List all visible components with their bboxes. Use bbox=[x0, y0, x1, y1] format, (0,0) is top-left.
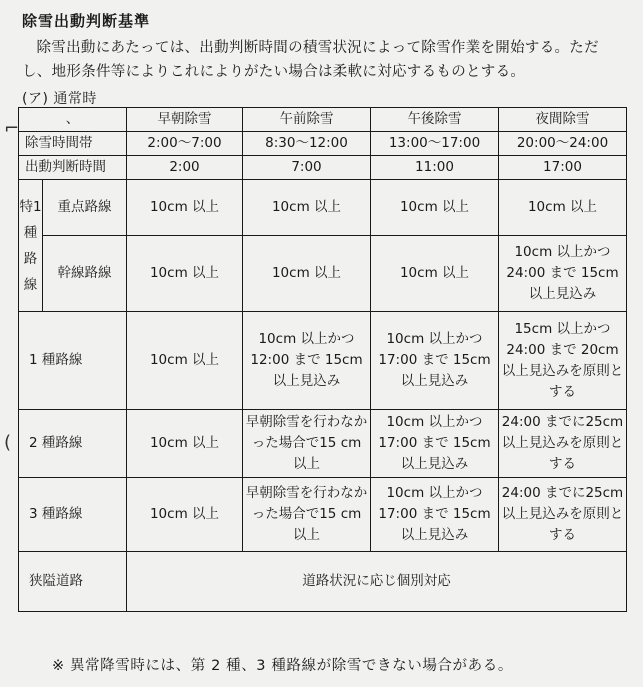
table-cell: 17:00 bbox=[499, 156, 627, 180]
table-cell: 10cm 以上 bbox=[127, 478, 243, 552]
table-cell: 8:30～12:00 bbox=[243, 132, 371, 156]
table-cell: 7:00 bbox=[243, 156, 371, 180]
row-label: 幹線路線 bbox=[43, 236, 127, 312]
priority-route-row bbox=[19, 180, 627, 236]
header-afternoon: 午後除雪 bbox=[371, 108, 499, 132]
table-cell: 24:00 までに25cm 以上見込みを原則とする bbox=[499, 410, 627, 478]
table-cell: 10cm 以上 bbox=[127, 312, 243, 410]
table-cell: 10cm 以上 bbox=[127, 180, 243, 236]
class2-route-row bbox=[19, 410, 627, 478]
table-cell: 10cm 以上かつ17:00 まで 15cm 以上見込み bbox=[371, 410, 499, 478]
table-cell: 10cm 以上 bbox=[371, 236, 499, 312]
narrow-road-row bbox=[19, 552, 627, 612]
table-cell: 13:00～17:00 bbox=[371, 132, 499, 156]
table-cell: 24:00 までに25cm 以上見込みを原則とする bbox=[499, 478, 627, 552]
footnote: ※ 異常降雪時には、第 2 種、3 種路線が除雪できない場合がある。 bbox=[52, 658, 513, 674]
margin-mark: ( bbox=[4, 432, 12, 453]
time-band-row bbox=[19, 132, 627, 156]
table-cell: 2:00 bbox=[127, 156, 243, 180]
table-cell: 2:00～7:00 bbox=[127, 132, 243, 156]
table-cell: 11:00 bbox=[371, 156, 499, 180]
table-cell: 10cm 以上 bbox=[127, 236, 243, 312]
table-cell: 10cm 以上かつ17:00 まで 15cm 以上見込み bbox=[371, 478, 499, 552]
table-cell: 15cm 以上かつ24:00 まで 20cm 以上見込みを原則とする bbox=[499, 312, 627, 410]
header-early-morning: 早朝除雪 bbox=[127, 108, 243, 132]
table-cell: 20:00～24:00 bbox=[499, 132, 627, 156]
table-cell: 10cm 以上かつ17:00 まで 15cm 以上見込み bbox=[371, 312, 499, 410]
row-label: 1 種路線 bbox=[19, 312, 127, 410]
row-label: 出動判断時間 bbox=[19, 156, 127, 180]
intro-paragraph: 除雪出動にあたっては、出動判断時間の積雪状況によって除雪作業を開始する。ただし、地形条件等によりこれによりがたい場合は柔軟に対応するものとする。 bbox=[22, 40, 599, 80]
trunk-route-row bbox=[19, 236, 627, 312]
table-cell: 10cm 以上かつ12:00 まで 15cm 以上見込み bbox=[243, 312, 371, 410]
row-label: 除雪時間帯 bbox=[19, 132, 127, 156]
bleed-through-text bbox=[300, 6, 313, 24]
judgement-time-row bbox=[19, 156, 627, 180]
table-cell: 道路状況に応じ個別対応 bbox=[127, 552, 627, 612]
table-cell: 10cm 以上 bbox=[243, 236, 371, 312]
table-cell: 早朝除雪を行わなかった場合で15 cm以上 bbox=[243, 410, 371, 478]
table-cell: 10cm 以上 bbox=[127, 410, 243, 478]
corner-cell: 、 bbox=[19, 108, 127, 132]
snow-removal-criteria-table bbox=[18, 107, 627, 612]
table-cell: 10cm 以上 bbox=[499, 180, 627, 236]
table-cell: 10cm 以上 bbox=[243, 180, 371, 236]
header-row bbox=[19, 108, 627, 132]
special-class-group-label: 特1種路線 bbox=[19, 180, 43, 312]
table-cell: 10cm 以上かつ24:00 まで 15cm 以上見込み bbox=[499, 236, 627, 312]
class3-route-row bbox=[19, 478, 627, 552]
header-night: 夜間除雪 bbox=[499, 108, 627, 132]
class1-route-row bbox=[19, 312, 627, 410]
row-label: 狭隘道路 bbox=[19, 552, 127, 612]
page-title: 除雪出動判断基準 bbox=[22, 12, 151, 30]
row-label: 重点路線 bbox=[43, 180, 127, 236]
margin-mark: ⌐ bbox=[4, 118, 20, 139]
header-morning: 午前除雪 bbox=[243, 108, 371, 132]
table-cell: 早朝除雪を行わなかった場合で15 cm以上 bbox=[243, 478, 371, 552]
row-label: 2 種路線 bbox=[19, 410, 127, 478]
table-cell: 10cm 以上 bbox=[371, 180, 499, 236]
section-subheading: (ア) 通常時 bbox=[22, 91, 97, 107]
row-label: 3 種路線 bbox=[19, 478, 127, 552]
